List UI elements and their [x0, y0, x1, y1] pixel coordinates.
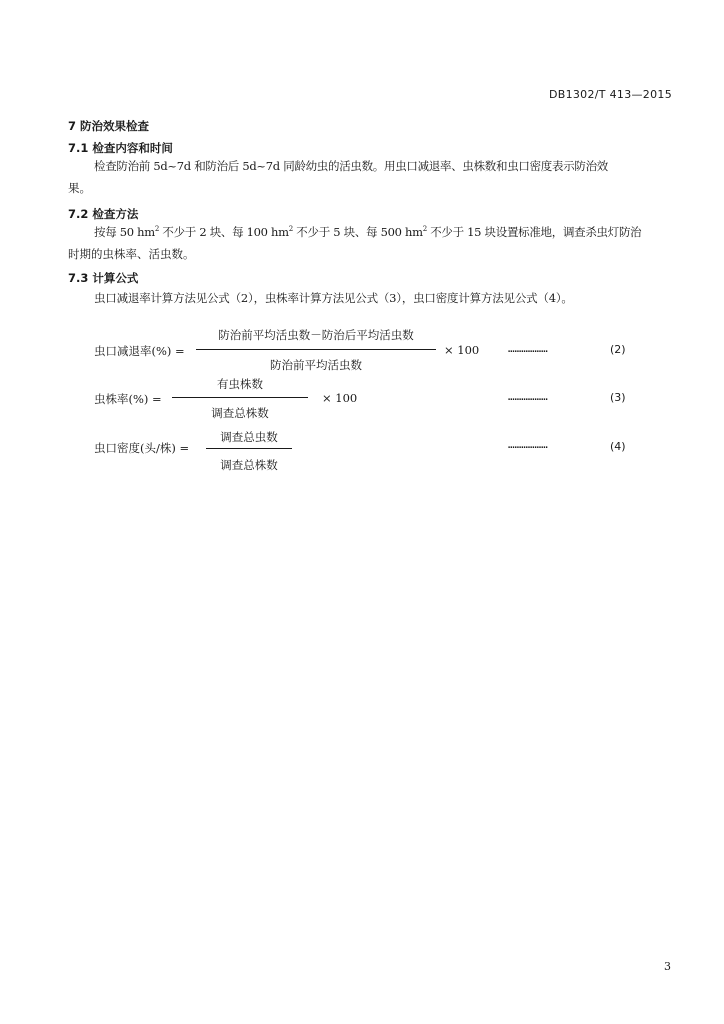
formula-3-multiplier: × 100 [322, 391, 358, 405]
formula-3-label: 虫株率(%) = [94, 392, 162, 406]
section-7-3-title: 7.3 计算公式 [68, 271, 139, 285]
document-code: DB1302/T 413—2015 [548, 88, 672, 101]
formula-2-label: 虫口减退率(%) = [94, 344, 185, 358]
formula-2-multiplier: × 100 [444, 343, 480, 357]
section-7-3-intro: 虫口减退率计算方法见公式（2），虫株率计算方法见公式（3），虫口密度计算方法见公式（4）。 [94, 291, 573, 305]
formula-4-leader-dots: ……………… [508, 438, 548, 451]
section-7-1-title: 7.1 检查内容和时间 [68, 141, 173, 155]
section-7-title: 7 防治效果检查 [68, 119, 150, 133]
page-number: 3 [664, 960, 671, 973]
formula-2-leader-dots: ……………… [508, 342, 548, 355]
section-7-2-title: 7.2 检查方法 [68, 207, 139, 221]
superscript-2-c: 2 [422, 225, 427, 233]
formula-2-numerator: 防治前平均活虫数－防治后平均活虫数 [218, 328, 414, 342]
section-7-2-text-line1 [94, 221, 641, 243]
method-text-seg2: 不少于 2 块、每 100 hm [159, 225, 289, 239]
formula-3-leader-dots: ……………… [508, 390, 548, 403]
section-7-1-text-line1: 检查防治前 5d~7d 和防治后 5d~7d 同龄幼虫的活虫数。用虫口减退率、虫株数和虫口密度表示防治效 [94, 159, 609, 173]
method-text-seg3: 不少于 5 块、每 500 hm [292, 225, 423, 239]
formula-3-number: (3) [610, 391, 626, 404]
formula-4-fraction-bar [206, 448, 292, 449]
superscript-2-a: 2 [154, 225, 160, 233]
method-text-seg1: 按每 50 hm [94, 225, 155, 239]
formula-3-fraction-bar [172, 397, 308, 398]
formula-2-denominator: 防治前平均活虫数 [270, 358, 362, 372]
formula-4-denominator: 调查总株数 [220, 458, 278, 472]
method-text-seg4: 不少于 15 块设置标准地，调查杀虫灯防治 [426, 225, 642, 239]
formula-2-number: (2) [610, 343, 626, 356]
formula-3-numerator: 有虫株数 [217, 377, 263, 391]
formula-4-numerator: 调查总虫数 [220, 430, 278, 444]
superscript-2-b: 2 [288, 225, 293, 233]
formula-4-number: (4) [610, 440, 626, 453]
formula-4-label: 虫口密度(头/株) = [94, 441, 190, 455]
formula-2-fraction-bar [196, 349, 436, 350]
section-7-1-text-line2: 果。 [68, 181, 91, 195]
section-7-2-text-line2: 时期的虫株率、活虫数。 [68, 247, 195, 261]
formula-3-denominator: 调查总株数 [211, 406, 269, 420]
